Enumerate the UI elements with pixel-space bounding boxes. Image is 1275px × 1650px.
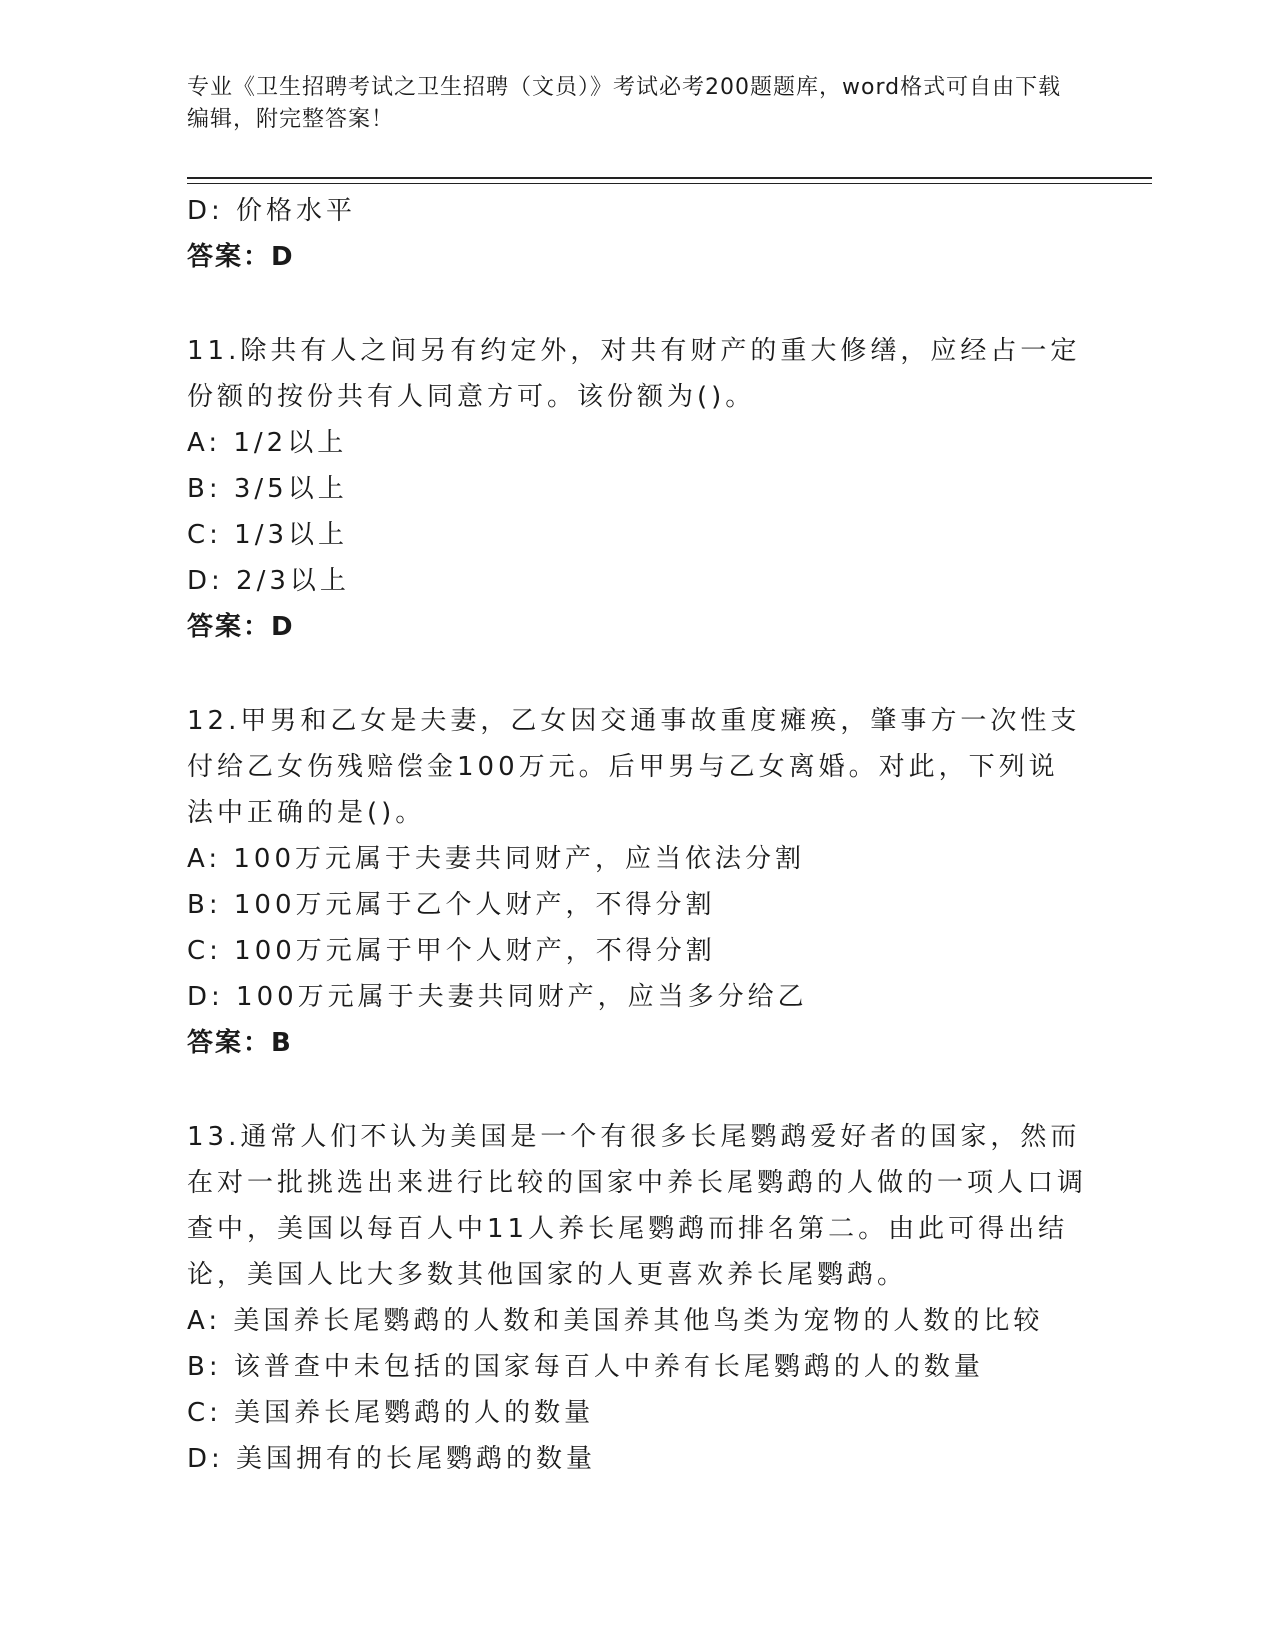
- spacer: [187, 280, 1087, 328]
- answer: 答案：D: [187, 242, 295, 272]
- header-divider-thin: [187, 183, 1152, 184]
- option-a: A: 100万元属于夫妻共同财产，应当依法分割: [187, 844, 805, 874]
- option-c: C: 美国养长尾鹦鹉的人的数量: [187, 1398, 595, 1428]
- spacer: [187, 650, 1087, 698]
- option-d: D: 100万元属于夫妻共同财产，应当多分给乙: [187, 982, 808, 1012]
- answer: 答案：B: [187, 1028, 293, 1058]
- option-c: C: 1/3以上: [187, 520, 349, 550]
- question-stem: 12.甲男和乙女是夫妻，乙女因交通事故重度瘫痪，肇事方一次性支付给乙女伤残赔偿金100万元。后甲男与乙女离婚。对此，下列说法中正确的是()。: [187, 706, 1081, 828]
- question-11: [187, 328, 1087, 650]
- option-a: A: 美国养长尾鹦鹉的人数和美国养其他鸟类为宠物的人数的比较: [187, 1306, 1044, 1336]
- spacer: [187, 1066, 1087, 1114]
- option-b: B: 100万元属于乙个人财产，不得分割: [187, 890, 716, 920]
- option-d: D: 2/3以上: [187, 566, 350, 596]
- document-content: [187, 188, 1087, 1482]
- header-divider-thick: [187, 177, 1152, 179]
- option-c: C: 100万元属于甲个人财产，不得分割: [187, 936, 716, 966]
- question-12: [187, 698, 1087, 1066]
- question-13: [187, 1114, 1087, 1482]
- option-b: B: 该普查中未包括的国家每百人中养有长尾鹦鹉的人的数量: [187, 1352, 984, 1382]
- option-a: A: 1/2以上: [187, 428, 348, 458]
- option-d: D: 美国拥有的长尾鹦鹉的数量: [187, 1444, 597, 1474]
- option-d: D: 价格水平: [187, 196, 357, 226]
- page-header: 专业《卫生招聘考试之卫生招聘（文员）》考试必考200题题库，word格式可自由下载编辑，附完整答案！: [187, 75, 1062, 132]
- option-b: B: 3/5以上: [187, 474, 348, 504]
- question-stem: 13.通常人们不认为美国是一个有很多长尾鹦鹉爱好者的国家，然而在对一批挑选出来进行比较的国家中养长尾鹦鹉的人做的一项人口调查中，美国以每百人中11人养长尾鹦鹉而排名第二。由此可得出结论，美国人比大多数其他国家的人更喜欢养长尾鹦鹉。: [187, 1122, 1088, 1290]
- question-stem: 11.除共有人之间另有约定外，对共有财产的重大修缮，应经占一定份额的按份共有人同意方可。该份额为()。: [187, 336, 1081, 412]
- answer: 答案：D: [187, 612, 295, 642]
